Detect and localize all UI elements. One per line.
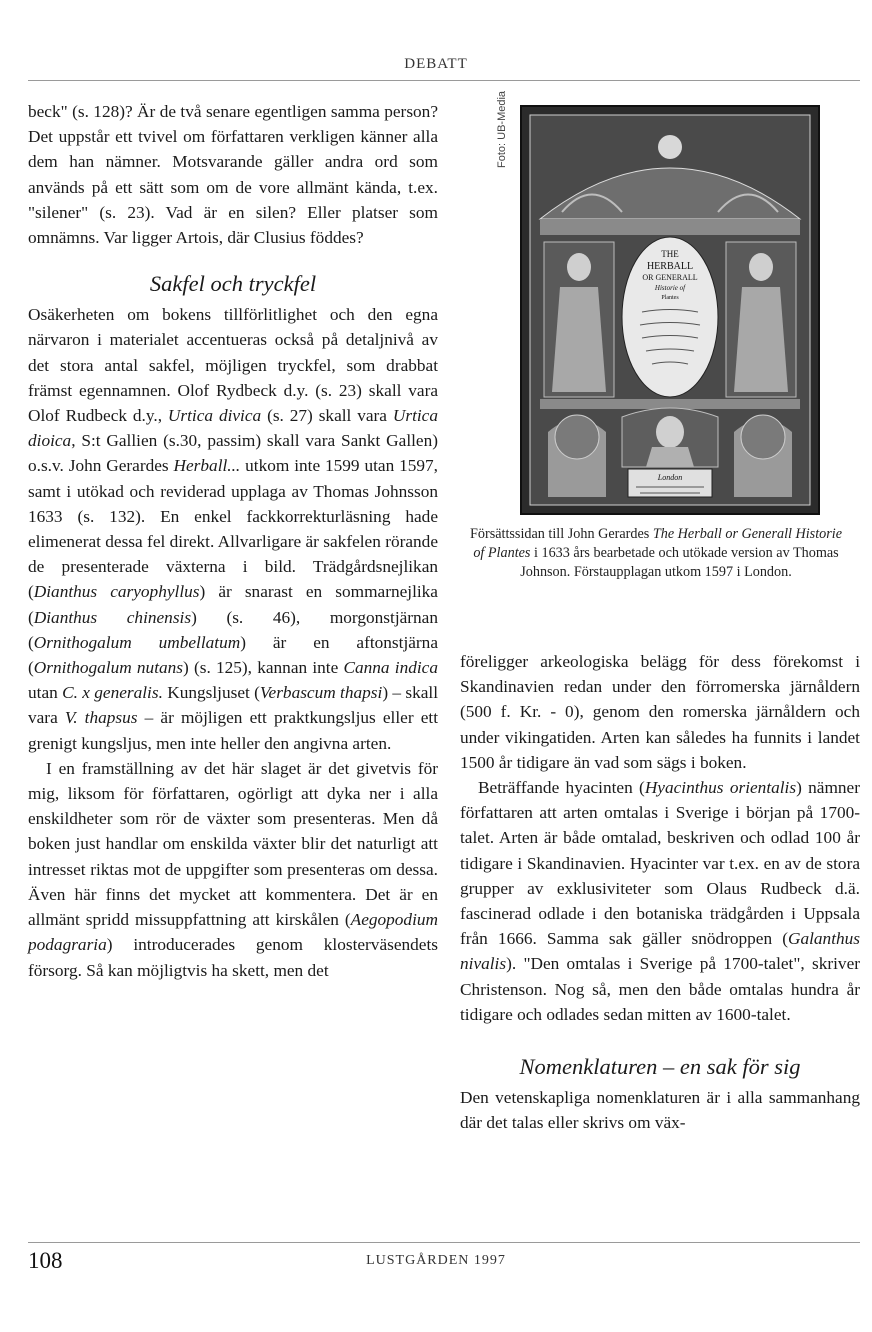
right-paragraph-1: föreligger arkeologiska belägg för dess förekomst i Skandinavien redan under den förromerska järnåldern (500 f. Kr. - 0), genom den romerska järnåldern och under vikingatiden. Arten kan således ha funnits i landet 1500 år tidigare än vad som sägs i boken. — [460, 652, 860, 772]
text-run: Kungsljuset ( — [162, 683, 260, 703]
text-run: ) (s. 46), morgonstjärnan ( — [28, 607, 438, 652]
text-run: Beträffande hyacinten ( — [478, 778, 645, 798]
caption-text: Försättssidan till John Gerardes — [470, 526, 653, 542]
text-run: (s. 27) skall vara — [261, 406, 393, 426]
caption-text: i 1633 års bearbetade och utökade version av Thomas Johnson. Förstaupplagan utkom 1597 i London. — [520, 545, 839, 580]
latin-name: C. x generalis. — [62, 683, 163, 703]
text-run: utkom inte 1599 utan 1597, samt i utökad och reviderad upplaga av Thomas Johnsson 1633 (s. 132). En enkel fackkorrekturläsning hade elimenerat dessa fel direkt. Allvarligare är sakfelen rörande de presenterade växterna i bild. Trädgårdsnejlikan ( — [28, 456, 438, 602]
latin-name: Ornithogalum umbellatum — [33, 632, 241, 652]
text-run: , S:t Gallien (s.30, passim) skall vara Sankt Gallen) o.s.v. John Gerardes — [28, 431, 438, 476]
latin-name: Urtica divica — [167, 406, 262, 426]
footer-divider — [28, 1242, 860, 1243]
text-run: ) nämner författaren att arten omtalas i Sverige i början på 1700-talet. Arten är både omtalad, beskriven och odlad 100 år tidigare i Skandinavien. Hyacinter var t.ex. en av de stora grupper av exklusiviteter som Olaus Rudbeck d.ä. fascinerad odlade i den botaniska trädgården i Uppsala från 1666. Samma sak gäller snödroppen ( — [460, 778, 860, 949]
latin-name: Ornithogalum nutans — [33, 658, 184, 678]
header-divider — [28, 80, 860, 81]
text-run: Osäkerheten om bokens tillförlitlighet och den egna närvaron i materialet accentueras också på detaljnivå av det stora antal sakfel, möjligen tryckfel, som drabbat främst egennamnen. Olof Rydbeck d.y. (s. 23) skall vara Olof Rudbeck d.y., — [28, 305, 438, 426]
journal-title: LUSTGÅRDEN 1997 — [366, 1253, 506, 1268]
right-paragraph-2 — [460, 775, 860, 1027]
engraving-text: HERBALL — [646, 261, 694, 272]
right-column — [460, 649, 860, 1135]
text-run: ) – skall vara — [28, 683, 439, 728]
engraving-illustration — [522, 107, 818, 513]
text-run: ) introducerades genom klosterväsendets försorg. Så kan möjligtvis ha skett, men det — [28, 935, 438, 980]
latin-name: V. thapsus — [64, 708, 138, 728]
text-run: ) är en aftonstjärna ( — [28, 632, 438, 678]
latin-name: Verbascum thapsi — [259, 683, 383, 703]
section-title: DEBATT — [404, 56, 468, 72]
caption-book-title: The Herball or Generall Historie of Plantes — [473, 526, 842, 561]
herball-frontispiece-image — [520, 105, 820, 515]
latin-name: Aegopodium podagraria — [28, 910, 438, 955]
figure-caption — [466, 525, 846, 582]
text-run: ) är snarast en sommarnejlika ( — [28, 582, 438, 627]
latin-name: Hyacinthus orientalis — [644, 778, 797, 798]
left-paragraph-1: beck" (s. 128)? Är de två senare egentligen samma person? Det uppstår ett tvivel om författaren verkligen känner alla dem han nämner. Motsvarande gäller andra ord som används på ett sätt som om de vore allmänt kända, t.ex. "silener" (s. 23). Vad är en silen? Eller platser som omnämns. Var ligger Artois, där Clusius föddes? — [28, 102, 438, 248]
left-column — [28, 99, 438, 983]
photo-credit: Foto: UB-Media — [496, 90, 508, 168]
subheading-nomenklaturen: Nomenklaturen – en sak för sig — [519, 1054, 801, 1080]
engraving-text: THE — [661, 249, 679, 259]
text-run: I en framställning av det här slaget är det givetvis för mig, liksom för författaren, ogörligt att dyka ner i alla enskildheter som rör de växter som presenteras. Men då boken just handlar om enskilda växter blir det naturligt att intresset riktas mot de uppgifter som presenteras om dessa. Även här finns det mycket att kommentera. Det är en allmänt spridd missuppfattning att kirskålen ( — [28, 758, 438, 930]
engraving-text: Historie of — [654, 284, 686, 292]
left-paragraph-2 — [28, 302, 438, 756]
left-paragraph-3 — [28, 756, 438, 983]
engraving-text: OR GENERALL — [642, 273, 698, 282]
text-run: utan — [28, 683, 63, 703]
latin-name: Galanthus nivalis — [460, 929, 860, 974]
right-paragraph-3: Den vetenskapliga nomenklaturen är i alla sammanhang där det talas eller skrivs om väx- — [460, 1088, 860, 1133]
text-run: ). "Den omtalas i Sverige på 1700-talet", skriver Christenson. Nog så, men den både omtalas hundra år tidigare och odlades sedan mitten av 1600-talet. — [460, 954, 860, 1024]
text-run: ) (s. 125), kannan inte — [183, 658, 344, 678]
text-run: – är möjligen ett praktkungsljus eller ett grenigt kungsljus, men inte heller den angivna arten. — [28, 708, 438, 753]
engraving-text: London — [657, 473, 683, 482]
latin-name: Dianthus caryophyllus — [33, 582, 200, 602]
subheading-sakfel: Sakfel och tryckfel — [149, 271, 317, 297]
latin-name: Dianthus chinensis — [33, 607, 192, 627]
latin-name: Canna indica — [343, 658, 438, 678]
engraving-text: Plantes — [661, 295, 679, 301]
latin-name: Urtica dioica — [28, 406, 438, 451]
book-title: Herball... — [173, 456, 241, 476]
page-number: 108 — [28, 1248, 63, 1273]
